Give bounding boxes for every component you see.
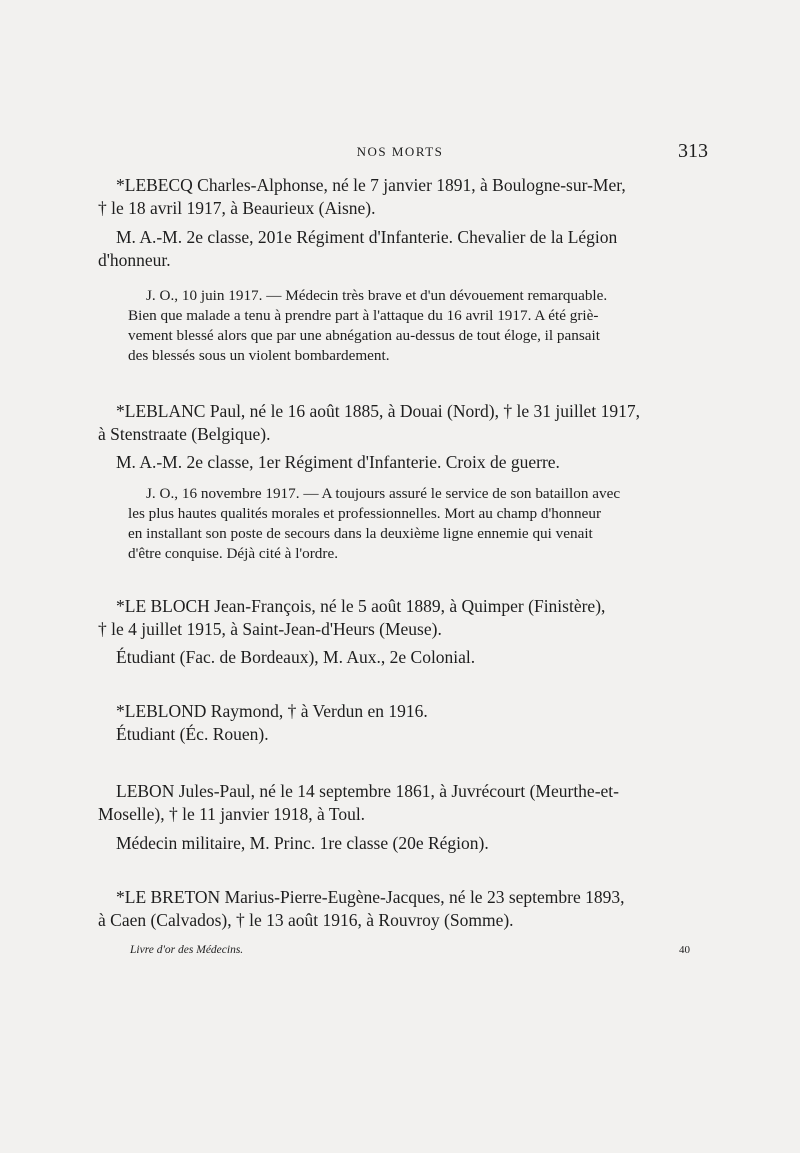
entry-line: Médecin militaire, M. Princ. 1re classe (20e Région).	[116, 833, 489, 853]
running-header: NOS MORTS	[356, 144, 444, 159]
entry-le-bloch	[98, 595, 710, 641]
entry-leblond	[98, 700, 710, 746]
citation-line: vement blessé alors que par une abnégation au-dessus de tout éloge, il pansait	[128, 327, 600, 344]
entry-line: Étudiant (Fac. de Bordeaux), M. Aux., 2e Colonial.	[116, 647, 476, 667]
entry-line: M. A.-M. 2e classe, 201e Régiment d'Infanterie. Chevalier de la Légion	[116, 227, 618, 247]
entry-line: *LE BRETON Marius-Pierre-Eugène-Jacques, né le 23 septembre 1893,	[116, 887, 625, 907]
citation-line: d'être conquise. Déjà cité à l'ordre.	[128, 545, 338, 562]
entry-le-bloch-service	[98, 646, 710, 669]
entry-lebon-service	[98, 832, 710, 855]
entry-lebecq	[98, 174, 710, 220]
entry-line: LEBON Jules-Paul, né le 14 septembre 1861, à Juvrécourt (Meurthe-et-	[116, 781, 619, 801]
entry-leblanc-service	[98, 451, 710, 474]
entry-line: Étudiant (Éc. Rouen).	[116, 724, 269, 744]
citation-line: les plus hautes qualités morales et professionnelles. Mort au champ d'honneur	[128, 505, 602, 522]
entry-lebecq-service	[98, 226, 710, 272]
entry-line: d'honneur.	[98, 250, 171, 270]
citation-line: J. O., 10 juin 1917. — Médecin très brave et d'un dévouement remarquable.	[146, 287, 608, 304]
entry-line: *LEBLOND Raymond, † à Verdun en 1916.	[116, 701, 428, 721]
entry-line: † le 4 juillet 1915, à Saint-Jean-d'Heurs (Meuse).	[98, 619, 442, 639]
entry-line: Moselle), † le 11 janvier 1918, à Toul.	[98, 804, 366, 824]
citation-lebecq	[128, 286, 710, 366]
citation-line: en installant son poste de secours dans la deuxième ligne ennemie qui venait	[128, 525, 593, 542]
footer-book-title: Livre d'or des Médecins.	[130, 944, 244, 956]
entry-line: à Caen (Calvados), † le 13 août 1916, à Rouvroy (Somme).	[98, 910, 514, 930]
footer-signature-mark: 40	[679, 944, 690, 956]
entry-line: † le 18 avril 1917, à Beaurieux (Aisne).	[98, 198, 376, 218]
entry-line: *LEBLANC Paul, né le 16 août 1885, à Douai (Nord), † le 31 juillet 1917,	[116, 401, 640, 421]
entry-line: M. A.-M. 2e classe, 1er Régiment d'Infanterie. Croix de guerre.	[116, 452, 560, 472]
entry-line: *LEBECQ Charles-Alphonse, né le 7 janvier 1891, à Boulogne-sur-Mer,	[116, 175, 626, 195]
entry-lebon	[98, 780, 710, 826]
page-number: 313	[678, 140, 708, 162]
entry-line: à Stenstraate (Belgique).	[98, 424, 271, 444]
entry-leblanc	[98, 400, 710, 446]
citation-line: Bien que malade a tenu à prendre part à l'attaque du 16 avril 1917. A été griè-	[128, 307, 599, 324]
citation-line: des blessés sous un violent bombardement.	[128, 347, 390, 364]
citation-leblanc	[128, 484, 710, 564]
entry-line: *LE BLOCH Jean-François, né le 5 août 1889, à Quimper (Finistère),	[116, 596, 606, 616]
citation-line: J. O., 16 novembre 1917. — A toujours assuré le service de son bataillon avec	[146, 485, 621, 502]
entry-le-breton	[98, 886, 710, 932]
